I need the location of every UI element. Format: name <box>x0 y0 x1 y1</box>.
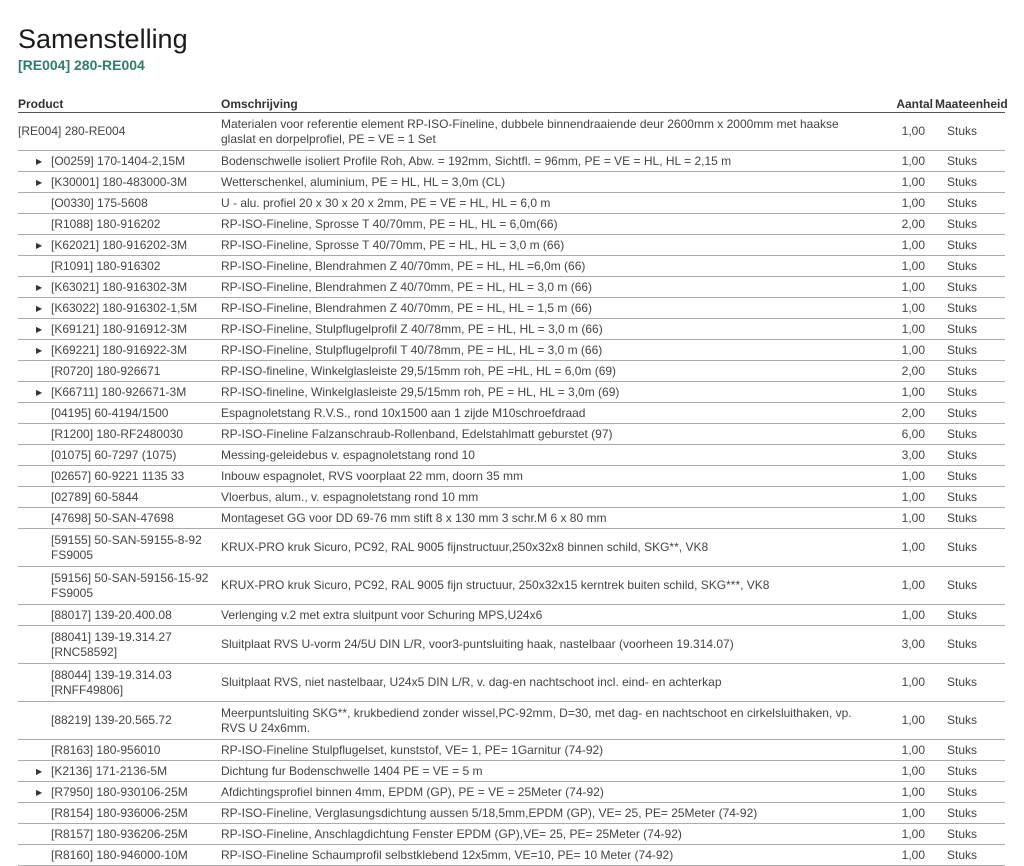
row-unit: Stuks <box>935 740 1005 761</box>
row-description: Bodenschwelle isoliert Profile Roh, Abw. = 192mm, Sichtfl. = 96mm, PE = VE = HL, HL = 2,15 m <box>221 151 887 172</box>
row-unit: Stuks <box>935 466 1005 487</box>
row-description: Sluitplaat RVS, niet nastelbaar, U24x5 DIN L/R, v. dag-en nachtschoot incl. eind- en achterkap <box>221 664 887 702</box>
row-product <box>18 664 221 702</box>
row-unit: Stuks <box>935 172 1005 193</box>
row-product-label: [R1200] 180-RF2480030 <box>51 426 184 441</box>
table-row <box>18 172 1005 193</box>
row-description: RP-ISO-Fineline, Sprosse T 40/70mm, PE = HL, HL = 6,0m(66) <box>221 214 887 235</box>
row-product <box>18 740 221 761</box>
row-product-label: [59155] 50-SAN-59155-8-92 FS9005 <box>51 532 202 562</box>
row-product-label: [R7950] 180-930106-25M <box>51 784 188 799</box>
row-unit: Stuks <box>935 567 1005 605</box>
row-product-label: [R8160] 180-946000-10M <box>51 847 188 862</box>
caret-right-icon[interactable]: ▶ <box>36 345 43 355</box>
row-unit: Stuks <box>935 761 1005 782</box>
row-unit: Stuks <box>935 529 1005 567</box>
parent-row <box>18 113 1005 151</box>
row-product-label: [O0259] 170-1404-2,15M <box>51 153 186 168</box>
row-unit: Stuks <box>935 214 1005 235</box>
row-product-label: [R1088] 180-916202 <box>51 216 161 231</box>
row-description: Verlenging v.2 met extra sluitpunt voor Schuring MPS,U24x6 <box>221 605 887 626</box>
row-product <box>18 319 221 340</box>
caret-right-icon[interactable]: ▶ <box>36 766 43 776</box>
row-product <box>18 172 221 193</box>
row-unit: Stuks <box>935 298 1005 319</box>
row-quantity: 1,00 <box>887 172 935 193</box>
row-description: RP-ISO-Fineline, Blendrahmen Z 40/70mm, PE = HL, HL = 3,0 m (66) <box>221 277 887 298</box>
caret-right-icon[interactable]: ▶ <box>36 282 43 292</box>
row-product <box>18 567 221 605</box>
row-unit: Stuks <box>935 508 1005 529</box>
header-quantity: Aantal <box>887 93 935 113</box>
row-product-label: [R8157] 180-936206-25M <box>51 826 188 841</box>
row-description: Montageset GG voor DD 69-76 mm stift 8 x 130 mm 3 schr.M 6 x 80 mm <box>221 508 887 529</box>
header-unit: Maateenheid <box>935 93 1005 113</box>
row-product <box>18 761 221 782</box>
table-row <box>18 424 1005 445</box>
row-product <box>18 193 221 214</box>
row-description: RP-ISO-Fineline, Stulpflugelprofil T 40/78mm, PE = HL, HL = 3,0 m (66) <box>221 340 887 361</box>
row-description: Espagnoletstang R.V.S., rond 10x1500 aan 1 zijde M10schroefdraad <box>221 403 887 424</box>
row-product-label: [01075] 60-7297 (1075) <box>51 447 177 462</box>
row-quantity: 1,00 <box>887 151 935 172</box>
table-row <box>18 782 1005 803</box>
caret-right-icon[interactable]: ▶ <box>36 177 43 187</box>
row-description: Sluitplaat RVS U-vorm 24/5U DIN L/R, voor3-puntsluiting haak, nastelbaar (voorheen 19.314.07) <box>221 626 887 664</box>
row-product-label: [88017] 139-20.400.08 <box>51 607 172 622</box>
row-quantity: 2,00 <box>887 403 935 424</box>
row-unit: Stuks <box>935 445 1005 466</box>
row-unit: Stuks <box>935 487 1005 508</box>
row-product <box>18 845 221 866</box>
row-product-label: [K63021] 180-916302-3M <box>51 279 188 294</box>
row-product-label: [K30001] 180-483000-3M <box>51 174 188 189</box>
page-title: Samenstelling <box>18 24 188 54</box>
table-row <box>18 277 1005 298</box>
table-row <box>18 151 1005 172</box>
table-row <box>18 702 1005 740</box>
row-unit: Stuks <box>935 845 1005 866</box>
row-description: RP-ISO-Fineline Falzanschraub-Rollenband, Edelstahlmatt geburstet (97) <box>221 424 887 445</box>
row-product-label: [04195] 60-4194/1500 <box>51 405 169 420</box>
table-header-row <box>18 93 1005 113</box>
row-unit: Stuks <box>935 782 1005 803</box>
row-product-label: [K62021] 180-916202-3M <box>51 237 188 252</box>
row-description: RP-ISO-Fineline, Anschlagdichtung Fenster EPDM (GP),VE= 25, PE= 25Meter (74-92) <box>221 824 887 845</box>
row-product-label: [59156] 50-SAN-59156-15-92 FS9005 <box>51 570 209 600</box>
table-row <box>18 256 1005 277</box>
row-description: RP-ISO-Fineline, Blendrahmen Z 40/70mm, PE = HL, HL =6,0m (66) <box>221 256 887 277</box>
table-row <box>18 761 1005 782</box>
row-quantity: 1,00 <box>887 761 935 782</box>
row-product-label: [K69121] 180-916912-3M <box>51 321 188 336</box>
caret-right-icon[interactable]: ▶ <box>36 324 43 334</box>
row-description: Wetterschenkel, aluminium, PE = HL, HL = 3,0m (CL) <box>221 172 887 193</box>
row-quantity: 1,00 <box>887 845 935 866</box>
row-product-label: [R0720] 180-926671 <box>51 363 161 378</box>
table-row <box>18 605 1005 626</box>
table-row <box>18 193 1005 214</box>
row-product-label: [02789] 60-5844 <box>51 489 139 504</box>
row-quantity: 3,00 <box>887 445 935 466</box>
table-row <box>18 403 1005 424</box>
row-product-label: [R8163] 180-956010 <box>51 742 161 757</box>
row-quantity: 1,00 <box>887 567 935 605</box>
row-quantity: 1,00 <box>887 487 935 508</box>
row-product-label: [88041] 139-19.314.27 [RNC58592] <box>51 629 172 659</box>
row-unit: Stuks <box>935 193 1005 214</box>
row-product-label: [88219] 139-20.565.72 <box>51 713 172 727</box>
row-description: KRUX-PRO kruk Sicuro, PC92, RAL 9005 fijnstructuur,250x32x8 binnen schild, SKG**, VK8 <box>221 529 887 567</box>
row-unit: Stuks <box>935 361 1005 382</box>
table-row <box>18 845 1005 866</box>
caret-right-icon[interactable]: ▶ <box>36 303 43 313</box>
parent-description: Materialen voor referentie element RP-ISO-Fineline, dubbele binnendraaiende deur 2600mm x 2000mm met haakse glaslat en dorpelprofiel, PE = VE = 1 Set <box>221 113 887 151</box>
parent-product-label: [RE004] 280-RE004 <box>18 124 126 138</box>
table-row <box>18 824 1005 845</box>
row-description: RP-ISO-fineline, Winkelglasleiste 29,5/15mm roh, PE =HL, HL = 6,0m (69) <box>221 361 887 382</box>
row-unit: Stuks <box>935 803 1005 824</box>
row-product <box>18 382 221 403</box>
row-product <box>18 256 221 277</box>
row-quantity: 1,00 <box>887 508 935 529</box>
row-product <box>18 466 221 487</box>
row-product <box>18 403 221 424</box>
table-row <box>18 298 1005 319</box>
row-quantity: 1,00 <box>887 803 935 824</box>
row-description: RP-ISO-Fineline, Stulpflugelprofil Z 40/78mm, PE = HL, HL = 3,0 m (66) <box>221 319 887 340</box>
row-description: RP-ISO-Fineline Stulpflugelset, kunststof, VE= 1, PE= 1Garnitur (74-92) <box>221 740 887 761</box>
row-quantity: 2,00 <box>887 361 935 382</box>
row-quantity: 1,00 <box>887 277 935 298</box>
row-quantity: 1,00 <box>887 298 935 319</box>
row-product <box>18 824 221 845</box>
row-unit: Stuks <box>935 424 1005 445</box>
row-description: RP-ISO-Fineline, Verglasungsdichtung aussen 5/18,5mm,EPDM (GP), VE= 25, PE= 25Meter (74-92) <box>221 803 887 824</box>
row-description: Vloerbus, alum., v. espagnoletstang rond 10 mm <box>221 487 887 508</box>
row-quantity: 1,00 <box>887 824 935 845</box>
row-product <box>18 277 221 298</box>
row-quantity: 1,00 <box>887 664 935 702</box>
row-unit: Stuks <box>935 319 1005 340</box>
row-unit: Stuks <box>935 382 1005 403</box>
table-row <box>18 664 1005 702</box>
parent-quantity: 1,00 <box>887 113 935 151</box>
row-unit: Stuks <box>935 256 1005 277</box>
row-quantity: 1,00 <box>887 782 935 803</box>
table-row <box>18 340 1005 361</box>
table-body <box>18 113 1005 866</box>
row-quantity: 1,00 <box>887 193 935 214</box>
row-product <box>18 214 221 235</box>
row-product-label: [O0330] 175-5608 <box>51 195 148 210</box>
row-product <box>18 487 221 508</box>
table-row <box>18 382 1005 403</box>
row-description: Meerpuntsluiting SKG**, krukbediend zonder wissel,PC-92mm, D=30, met dag- en nachtschoot en cirkelsluithaken, vp. RVS U 24x6mm. <box>221 702 887 740</box>
table-row <box>18 508 1005 529</box>
row-description: RP-ISO-Fineline, Blendrahmen Z 40/70mm, PE = HL, HL = 1,5 m (66) <box>221 298 887 319</box>
caret-right-icon[interactable]: ▶ <box>36 240 43 250</box>
row-product-label: [K69221] 180-916922-3M <box>51 342 188 357</box>
row-description: RP-ISO-Fineline, Sprosse T 40/70mm, PE = HL, HL = 3,0 m (66) <box>221 235 887 256</box>
row-unit: Stuks <box>935 626 1005 664</box>
table-row <box>18 626 1005 664</box>
row-product <box>18 445 221 466</box>
row-unit: Stuks <box>935 605 1005 626</box>
row-quantity: 1,00 <box>887 256 935 277</box>
row-product <box>18 803 221 824</box>
composition-table <box>18 93 1008 866</box>
row-quantity: 1,00 <box>887 605 935 626</box>
table-row <box>18 214 1005 235</box>
caret-right-icon[interactable]: ▶ <box>36 156 43 166</box>
table-row <box>18 235 1005 256</box>
row-product <box>18 605 221 626</box>
row-description: Dichtung fur Bodenschwelle 1404 PE = VE = 5 m <box>221 761 887 782</box>
row-quantity: 1,00 <box>887 702 935 740</box>
table-row <box>18 319 1005 340</box>
row-unit: Stuks <box>935 235 1005 256</box>
row-unit: Stuks <box>935 277 1005 298</box>
parent-unit: Stuks <box>935 113 1005 151</box>
row-description: RP-ISO-fineline, Winkelglasleiste 29,5/15mm roh, PE = HL, HL = 3,0m (69) <box>221 382 887 403</box>
row-description: RP-ISO-Fineline Schaumprofil selbstklebend 12x5mm, VE=10, PE= 10 Meter (74-92) <box>221 845 887 866</box>
header-product: Product <box>18 93 221 113</box>
row-product-label: [K2136] 171-2136-5M <box>51 763 168 778</box>
row-product-label: [88044] 139-19.314.03 [RNFF49806] <box>51 667 172 697</box>
row-quantity: 2,00 <box>887 214 935 235</box>
row-product-label: [K66711] 180-926671-3M <box>51 384 187 399</box>
table-row <box>18 567 1005 605</box>
row-product <box>18 235 221 256</box>
table-row <box>18 487 1005 508</box>
row-product <box>18 529 221 567</box>
row-description: KRUX-PRO kruk Sicuro, PC92, RAL 9005 fijn structuur, 250x32x15 kerntrek buiten schild, SKG***, VK8 <box>221 567 887 605</box>
row-quantity: 1,00 <box>887 235 935 256</box>
row-quantity: 3,00 <box>887 626 935 664</box>
table-row <box>18 529 1005 567</box>
parent-product <box>18 113 221 151</box>
row-product <box>18 151 221 172</box>
header-description: Omschrijving <box>221 93 887 113</box>
row-quantity: 1,00 <box>887 382 935 403</box>
caret-right-icon[interactable]: ▶ <box>36 387 43 397</box>
row-unit: Stuks <box>935 702 1005 740</box>
row-description: Inbouw espagnolet, RVS voorplaat 22 mm, doorn 35 mm <box>221 466 887 487</box>
row-quantity: 6,00 <box>887 424 935 445</box>
row-unit: Stuks <box>935 151 1005 172</box>
table-row <box>18 803 1005 824</box>
row-product-label: [47698] 50-SAN-47698 <box>51 510 174 525</box>
page-subtitle: [RE004] 280-RE004 <box>18 57 145 73</box>
row-unit: Stuks <box>935 340 1005 361</box>
row-product-label: [K63022] 180-916302-1,5M <box>51 300 198 315</box>
row-description: U - alu. profiel 20 x 30 x 20 x 2mm, PE = VE = HL, HL = 6,0 m <box>221 193 887 214</box>
row-product-label: [02657] 60-9221 1135 33 <box>51 468 185 483</box>
row-product-label: [R1091] 180-916302 <box>51 258 161 273</box>
row-product <box>18 782 221 803</box>
row-description: Messing-geleidebus v. espagnoletstang rond 10 <box>221 445 887 466</box>
row-unit: Stuks <box>935 824 1005 845</box>
row-product <box>18 702 221 740</box>
row-quantity: 1,00 <box>887 340 935 361</box>
table-row <box>18 361 1005 382</box>
row-product <box>18 424 221 445</box>
row-product <box>18 361 221 382</box>
row-product-label: [R8154] 180-936006-25M <box>51 805 188 820</box>
table-row <box>18 466 1005 487</box>
row-product <box>18 298 221 319</box>
row-quantity: 1,00 <box>887 319 935 340</box>
row-unit: Stuks <box>935 664 1005 702</box>
table-row <box>18 740 1005 761</box>
row-description: Afdichtingsprofiel binnen 4mm, EPDM (GP), PE = VE = 25Meter (74-92) <box>221 782 887 803</box>
row-unit: Stuks <box>935 403 1005 424</box>
row-product <box>18 626 221 664</box>
row-quantity: 1,00 <box>887 740 935 761</box>
table-row <box>18 445 1005 466</box>
caret-right-icon[interactable]: ▶ <box>36 787 43 797</box>
row-quantity: 1,00 <box>887 529 935 567</box>
row-product <box>18 340 221 361</box>
row-quantity: 1,00 <box>887 466 935 487</box>
row-product <box>18 508 221 529</box>
